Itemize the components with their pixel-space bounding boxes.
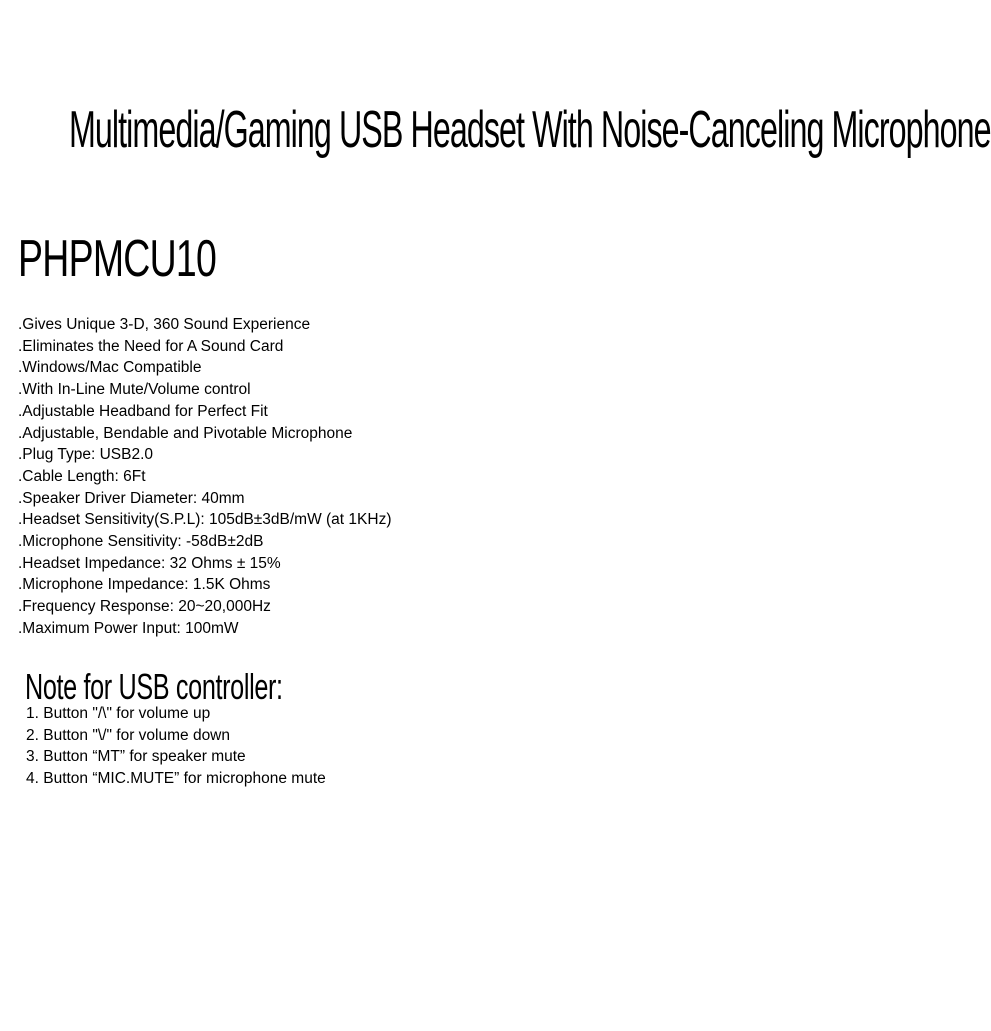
feature-item: .Microphone Sensitivity: -58dB±2dB: [18, 533, 264, 551]
feature-item: .Microphone Impedance: 1.5K Ohms: [18, 576, 271, 594]
note-item: 4. Button “MIC.MUTE” for microphone mute: [26, 769, 326, 787]
feature-item: .Headset Impedance: 32 Ohms ± 15%: [18, 554, 281, 572]
feature-item: .Windows/Mac Compatible: [18, 359, 202, 377]
feature-item: .Speaker Driver Diameter: 40mm: [18, 489, 245, 507]
feature-item: .Maximum Power Input: 100mW: [18, 619, 239, 637]
note-heading: Note for USB controller:: [25, 666, 283, 707]
note-item: 1. Button "/\" for volume up: [26, 705, 211, 722]
feature-list: [18, 314, 391, 640]
note-item: 2. Button "\/" for volume down: [26, 726, 230, 744]
feature-item: .Adjustable, Bendable and Pivotable Microphone: [18, 424, 353, 442]
feature-item: .Adjustable Headband for Perfect Fit: [18, 402, 268, 420]
feature-item: .With In-Line Mute/Volume control: [18, 381, 251, 399]
feature-item: .Plug Type: USB2.0: [18, 446, 153, 464]
feature-item: .Cable Length: 6Ft: [18, 467, 146, 485]
feature-item: .Headset Sensitivity(S.P.L): 105dB±3dB/mW (at 1KHz): [18, 511, 392, 529]
note-item: 3. Button “MT” for speaker mute: [26, 748, 246, 765]
controller-note-list: [26, 703, 326, 789]
model-number: PHPMCU10: [18, 230, 217, 288]
product-title: Multimedia/Gaming USB Headset With Noise-Canceling Microphone: [69, 101, 991, 159]
feature-item: .Frequency Response: 20~20,000Hz: [18, 598, 271, 616]
feature-item: .Eliminates the Need for A Sound Card: [18, 337, 284, 355]
feature-item: .Gives Unique 3-D, 360 Sound Experience: [18, 316, 311, 333]
